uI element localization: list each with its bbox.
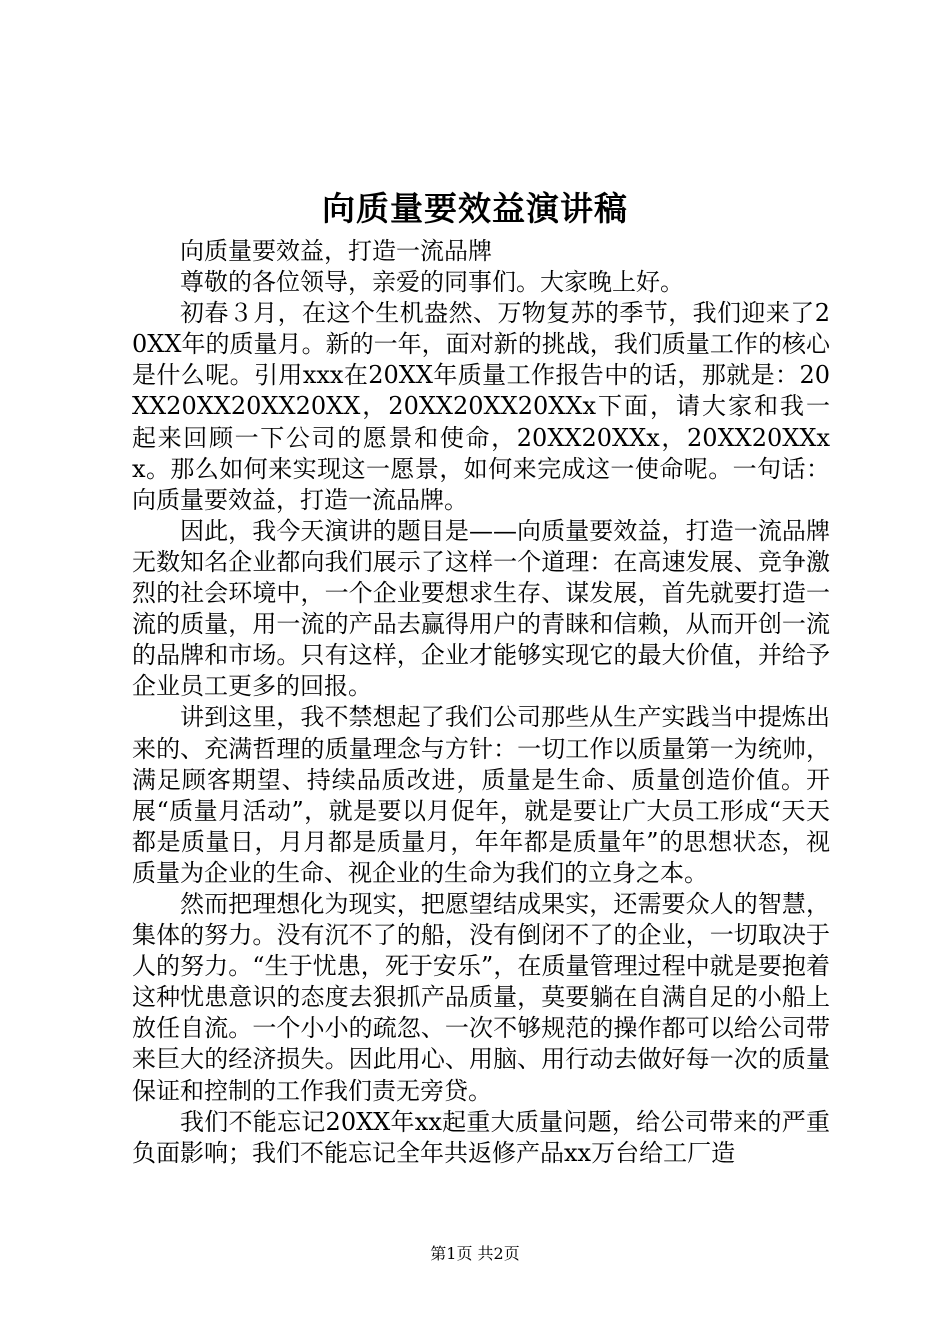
document-title: 向质量要效益演讲稿 [322,189,628,228]
document-body [132,236,830,1169]
paragraph-greeting: 尊敬的各位领导，亲爱的同事们。大家晚上好。 [180,268,684,297]
paragraph: 因此，我今天演讲的题目是——向质量要效益，打造一流品牌无数知名企业都向我们展示了这样一个道理：在高速发展、竞争激烈的社会环境中，一个企业要想求生存、谋发展，首先就要打造一流的质量，用一流的产品去赢得用户的青睐和信赖，从而开创一流的品牌和市场。只有这样，企业才能够实现它的最大价值，并给予企业员工更多的回报。 [132,516,830,701]
paragraph-subtitle: 向质量要效益，打造一流品牌 [180,237,492,265]
paragraph: 然而把理想化为现实，把愿望结成果实，还需要众人的智慧，集体的努力。没有沉不了的船，没有倒闭不了的企业，一切取决于人的努力。“生于忧患，死于安乐”，在质量管理过程中就是要抱着这种忧患意识的态度去狠抓产品质量，莫要躺在自满自足的小船上放任自流。一个小小的疏忽、一次不够规范的操作都可以给公司带来巨大的经济损失。因此用心、用脑、用行动去做好每一次的质量保证和控制的工作我们责无旁贷。 [132,889,830,1105]
paragraph: 我们不能忘记20XX年xx起重大质量问题，给公司带来的严重负面影响；我们不能忘记全年共返修产品xx万台给工厂造 [132,1107,830,1167]
page-number-footer: 第1页 共2页 [430,1244,520,1263]
paragraph: 讲到这里，我不禁想起了我们公司那些从生产实践当中提炼出来的、充满哲理的质量理念与方针：一切工作以质量第一为统帅，满足顾客期望、持续品质改进，质量是生命、质量创造价值。开展“质量月活动”，就是要以月促年，就是要让广大员工形成“天天都是质量日，月月都是质量月，年年都是质量年”的思想状态，视质量为企业的生命、视企业的生命为我们的立身之本。 [132,703,830,887]
paragraph: 初春３月，在这个生机盎然、万物复苏的季节，我们迎来了20XX年的质量月。新的一年，面对新的挑战，我们质量工作的核心是什么呢。引用xxx在20XX年质量工作报告中的话，那就是：20XX20XX20XX20XX，20XX20XX20XXx下面，请大家和我一起来回顾一下公司的愿景和使命，20XX20XXx，20XX20XXxx。那么如何来实现这一愿景，如何来完成这一使命呢。一句话：向质量要效益，打造一流品牌。 [132,299,830,514]
